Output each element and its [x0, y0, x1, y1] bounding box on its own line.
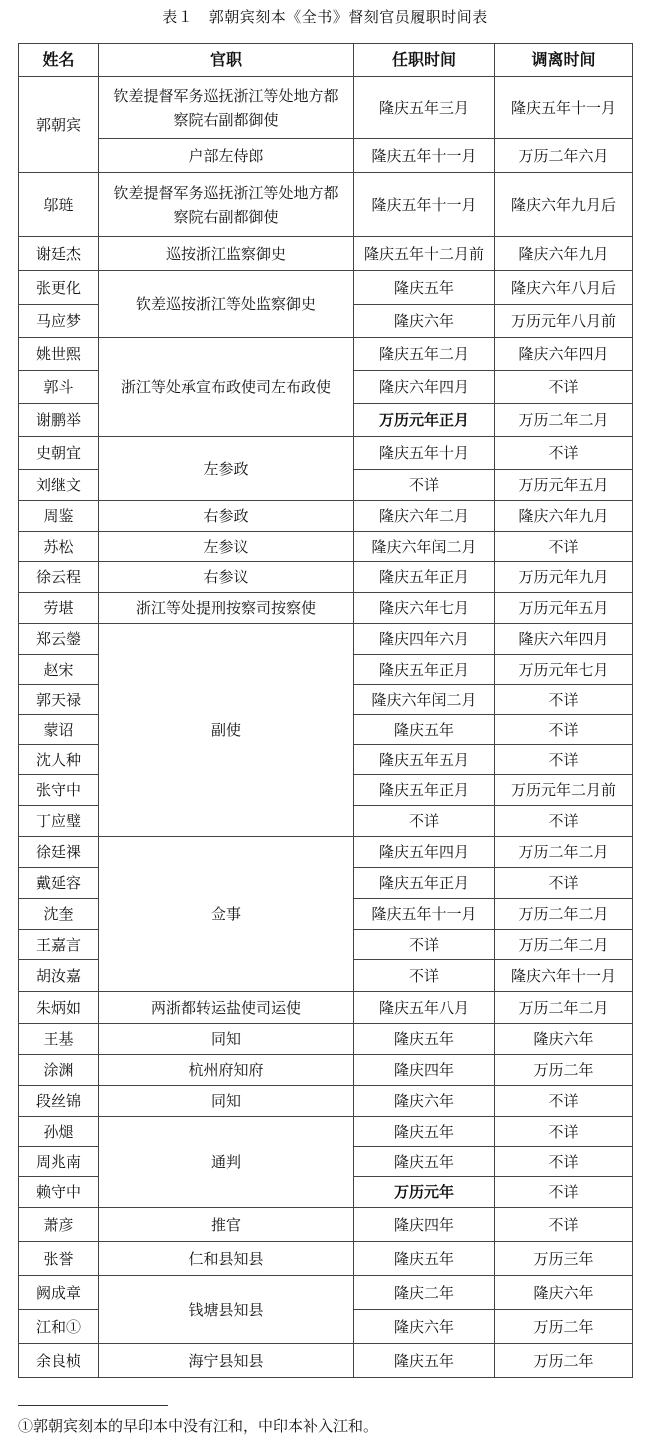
cell-start: 隆庆五年正月: [354, 562, 495, 593]
cell-end: 不详: [495, 868, 633, 899]
cell-start: 隆庆六年闰二月: [354, 685, 495, 715]
table-row: [19, 1117, 633, 1147]
table-row: [19, 437, 633, 470]
footnote: ①郭朝宾刻本的早印本中没有江和，中印本补入江和。: [18, 1417, 379, 1435]
table-caption: 表１ 郭朝宾刻本《全书》督刻官员履职时间表: [162, 8, 488, 26]
cell-end: 不详: [495, 532, 633, 562]
cell-name: 沈奎: [19, 899, 99, 930]
cell-name: 邬琏: [19, 173, 99, 237]
cell-post: 浙江等处承宣布政使司左布政使: [99, 338, 354, 437]
cell-start: 隆庆五年正月: [354, 655, 495, 685]
cell-post: 右参议: [99, 562, 354, 593]
cell-start: 万历元年: [354, 1177, 495, 1208]
cell-name: 戴延容: [19, 868, 99, 899]
cell-post: 左参政: [99, 437, 354, 501]
cell-end: 隆庆六年四月: [495, 338, 633, 371]
cell-start: 隆庆五年十月: [354, 437, 495, 470]
cell-post: 钦差提督军务巡抚浙江等处地方都察院右副都御使: [99, 77, 354, 139]
cell-end: 隆庆五年十一月: [495, 77, 633, 139]
cell-name: 刘继文: [19, 470, 99, 501]
cell-post: 两浙都转运盐使司运使: [99, 992, 354, 1024]
table-row: [19, 237, 633, 271]
cell-start: 不详: [354, 470, 495, 501]
cell-start: 隆庆五年: [354, 1117, 495, 1147]
cell-name: 姚世熙: [19, 338, 99, 371]
cell-end: 隆庆六年九月后: [495, 173, 633, 237]
cell-end: 万历二年二月: [495, 930, 633, 960]
cell-name: 王基: [19, 1024, 99, 1055]
cell-name: 劳堪: [19, 593, 99, 624]
cell-end: 万历元年五月: [495, 593, 633, 624]
cell-end: 万历二年六月: [495, 139, 633, 173]
cell-start: 隆庆二年: [354, 1276, 495, 1310]
cell-end: 隆庆六年八月后: [495, 271, 633, 305]
header-start: 任职时间: [354, 44, 495, 77]
officials-table: [18, 43, 633, 1378]
cell-end: 不详: [495, 371, 633, 404]
cell-name: 周鉴: [19, 501, 99, 532]
cell-start: 隆庆五年: [354, 271, 495, 305]
cell-post: 浙江等处提刑按察司按察使: [99, 593, 354, 624]
table-row: [19, 1242, 633, 1276]
cell-end: 万历元年九月: [495, 562, 633, 593]
cell-start: 不详: [354, 960, 495, 992]
cell-start: 不详: [354, 806, 495, 837]
cell-name: 赖守中: [19, 1177, 99, 1208]
table-row: [19, 1024, 633, 1055]
table-row: [19, 501, 633, 532]
cell-start: 隆庆五年二月: [354, 338, 495, 371]
cell-start: 隆庆六年: [354, 305, 495, 338]
cell-start: 隆庆五年正月: [354, 775, 495, 806]
cell-post: 钦差提督军务巡抚浙江等处地方都察院右副都御使: [99, 173, 354, 237]
cell-start: 隆庆五年: [354, 1242, 495, 1276]
cell-end: 不详: [495, 1147, 633, 1177]
cell-post: 副使: [99, 624, 354, 837]
cell-end: 隆庆六年四月: [495, 624, 633, 655]
cell-end: 不详: [495, 1117, 633, 1147]
header-post: 官职: [99, 44, 354, 77]
cell-start: 隆庆六年: [354, 1086, 495, 1117]
cell-name: 涂渊: [19, 1055, 99, 1086]
table-row: [19, 532, 633, 562]
cell-start: 隆庆四年六月: [354, 624, 495, 655]
table-row: [19, 837, 633, 868]
header-end: 调离时间: [495, 44, 633, 77]
cell-end: 万历二年二月: [495, 899, 633, 930]
table-row: [19, 77, 633, 139]
cell-name: 张更化: [19, 271, 99, 305]
table-row: [19, 139, 633, 173]
cell-name: 赵宋: [19, 655, 99, 685]
cell-name: 朱炳如: [19, 992, 99, 1024]
cell-name: 张誉: [19, 1242, 99, 1276]
cell-name: 余良桢: [19, 1344, 99, 1378]
cell-start: 隆庆六年闰二月: [354, 532, 495, 562]
cell-end: 万历二年: [495, 1055, 633, 1086]
cell-post: 推官: [99, 1208, 354, 1242]
cell-end: 不详: [495, 1208, 633, 1242]
cell-post: 巡按浙江监察御史: [99, 237, 354, 271]
cell-post: 钱塘县知县: [99, 1276, 354, 1344]
cell-start: 隆庆五年四月: [354, 837, 495, 868]
cell-name: 胡汝嘉: [19, 960, 99, 992]
table-row: [19, 1055, 633, 1086]
cell-end: 隆庆六年: [495, 1276, 633, 1310]
cell-post: 海宁县知县: [99, 1344, 354, 1378]
cell-start: 隆庆五年: [354, 1147, 495, 1177]
cell-name: 蒙诏: [19, 715, 99, 745]
cell-start: 隆庆五年: [354, 715, 495, 745]
cell-name: 徐廷祼: [19, 837, 99, 868]
cell-start: 隆庆五年十二月前: [354, 237, 495, 271]
cell-name: 萧彦: [19, 1208, 99, 1242]
cell-post: 杭州府知府: [99, 1055, 354, 1086]
cell-end: 万历元年七月: [495, 655, 633, 685]
cell-name: 苏松: [19, 532, 99, 562]
cell-name: 沈人种: [19, 745, 99, 775]
cell-start: 隆庆六年七月: [354, 593, 495, 624]
cell-start: 隆庆六年二月: [354, 501, 495, 532]
cell-name: 徐云程: [19, 562, 99, 593]
cell-end: 不详: [495, 806, 633, 837]
cell-start: 隆庆四年: [354, 1208, 495, 1242]
cell-name: 张守中: [19, 775, 99, 806]
cell-name: 郑云鎣: [19, 624, 99, 655]
cell-post: 通判: [99, 1117, 354, 1208]
cell-start: 隆庆五年十一月: [354, 899, 495, 930]
footnote-divider: [18, 1405, 168, 1406]
cell-end: 万历二年: [495, 1344, 633, 1378]
table-row: [19, 992, 633, 1024]
cell-end: 隆庆六年九月: [495, 237, 633, 271]
cell-start: 隆庆五年正月: [354, 868, 495, 899]
cell-post: 仁和县知县: [99, 1242, 354, 1276]
cell-name: 阙成章: [19, 1276, 99, 1310]
cell-name: 郭斗: [19, 371, 99, 404]
cell-start: 隆庆五年: [354, 1024, 495, 1055]
cell-end: 不详: [495, 745, 633, 775]
cell-end: 隆庆六年十一月: [495, 960, 633, 992]
table-header-row: [19, 44, 633, 77]
cell-name: 丁应璧: [19, 806, 99, 837]
cell-name: 段丝锦: [19, 1086, 99, 1117]
cell-end: 万历三年: [495, 1242, 633, 1276]
cell-name: 谢廷杰: [19, 237, 99, 271]
cell-end: 万历元年五月: [495, 470, 633, 501]
cell-post: 同知: [99, 1086, 354, 1117]
cell-start: 万历元年正月: [354, 404, 495, 437]
table-row: [19, 271, 633, 305]
cell-post: 户部左侍郎: [99, 139, 354, 173]
cell-name: 江和①: [19, 1310, 99, 1344]
cell-start: 隆庆五年十一月: [354, 139, 495, 173]
cell-start: 隆庆五年: [354, 1344, 495, 1378]
cell-start: 隆庆五年十一月: [354, 173, 495, 237]
cell-end: 不详: [495, 1177, 633, 1208]
cell-end: 隆庆六年: [495, 1024, 633, 1055]
cell-post: 左参议: [99, 532, 354, 562]
cell-name: 孙煺: [19, 1117, 99, 1147]
cell-name: 史朝宜: [19, 437, 99, 470]
cell-name: 郭天禄: [19, 685, 99, 715]
cell-end: 不详: [495, 1086, 633, 1117]
table-row: [19, 562, 633, 593]
header-name: 姓名: [19, 44, 99, 77]
table-row: [19, 173, 633, 237]
table-row: [19, 593, 633, 624]
cell-start: 隆庆四年: [354, 1055, 495, 1086]
cell-post: 右参政: [99, 501, 354, 532]
cell-end: 万历元年八月前: [495, 305, 633, 338]
cell-end: 不详: [495, 437, 633, 470]
cell-name: 王嘉言: [19, 930, 99, 960]
cell-name: 马应梦: [19, 305, 99, 338]
cell-end: 万历二年二月: [495, 404, 633, 437]
cell-post: 佥事: [99, 837, 354, 992]
table-body: [19, 77, 633, 1378]
cell-start: 隆庆六年: [354, 1310, 495, 1344]
cell-start: 隆庆五年三月: [354, 77, 495, 139]
table-row: [19, 1344, 633, 1378]
cell-end: 万历二年二月: [495, 837, 633, 868]
cell-name: 谢鹏举: [19, 404, 99, 437]
table-row: [19, 624, 633, 655]
cell-end: 万历元年二月前: [495, 775, 633, 806]
cell-end: 万历二年二月: [495, 992, 633, 1024]
cell-end: 万历二年: [495, 1310, 633, 1344]
table-row: [19, 1208, 633, 1242]
cell-post: 同知: [99, 1024, 354, 1055]
cell-end: 隆庆六年九月: [495, 501, 633, 532]
cell-name: 周兆南: [19, 1147, 99, 1177]
cell-start: 不详: [354, 930, 495, 960]
cell-name: 郭朝宾: [19, 77, 99, 173]
cell-end: 不详: [495, 715, 633, 745]
table-row: [19, 338, 633, 371]
cell-start: 隆庆五年八月: [354, 992, 495, 1024]
cell-start: 隆庆六年四月: [354, 371, 495, 404]
table-row: [19, 1276, 633, 1310]
table-row: [19, 1086, 633, 1117]
cell-end: 不详: [495, 685, 633, 715]
cell-start: 隆庆五年五月: [354, 745, 495, 775]
cell-post: 钦差巡按浙江等处监察御史: [99, 271, 354, 338]
